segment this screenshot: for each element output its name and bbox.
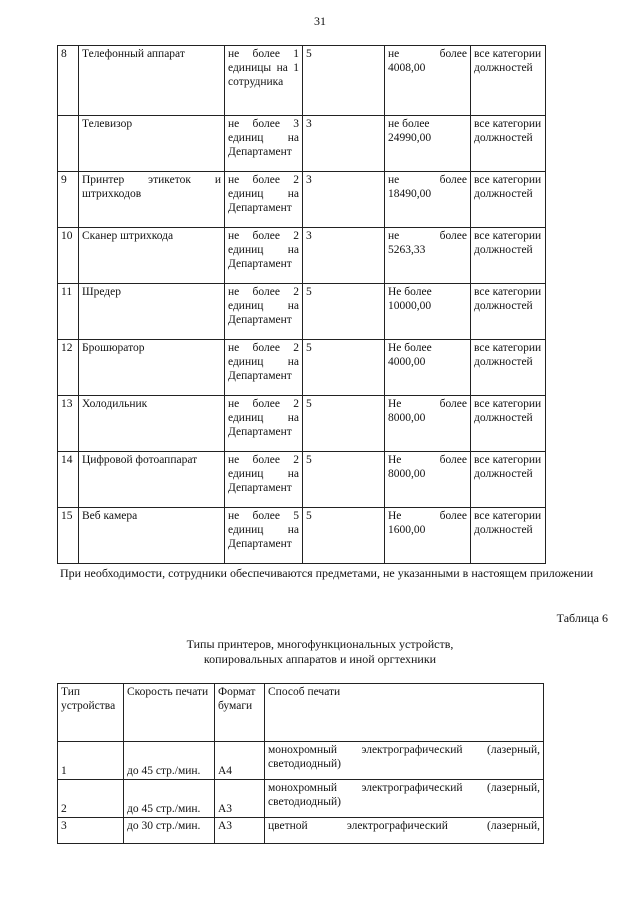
table-row bbox=[58, 116, 546, 172]
item-category: все категории должностей bbox=[471, 172, 546, 228]
device-type: 1 bbox=[58, 742, 124, 780]
item-price: Не более 8000,00 bbox=[385, 452, 471, 508]
item-category: все категории должностей bbox=[471, 46, 546, 116]
item-category: все категории должностей bbox=[471, 340, 546, 396]
table-title bbox=[0, 637, 640, 667]
print-speed: до 30 стр./мин. bbox=[124, 818, 215, 844]
item-quantity: не более 2 единиц на Департамент bbox=[225, 340, 303, 396]
paper-format: А4 bbox=[215, 742, 265, 780]
row-number: 10 bbox=[58, 228, 79, 284]
print-speed: до 45 стр./мин. bbox=[124, 742, 215, 780]
item-name: Принтер этикеток и штрихкодов bbox=[79, 172, 225, 228]
table-label: Таблица 6 bbox=[556, 611, 608, 625]
item-category: все категории должностей bbox=[471, 508, 546, 564]
item-name: Телевизор bbox=[79, 116, 225, 172]
item-name: Телефонный аппарат bbox=[79, 46, 225, 116]
header-device-type: Тип устройства bbox=[58, 684, 124, 742]
item-category: все категории должностей bbox=[471, 228, 546, 284]
header-print-method: Способ печати bbox=[265, 684, 544, 742]
row-number bbox=[58, 116, 79, 172]
table-row bbox=[58, 172, 546, 228]
table-row bbox=[58, 340, 546, 396]
print-speed: до 45 стр./мин. bbox=[124, 780, 215, 818]
item-quantity: не более 2 единиц на Департамент bbox=[225, 284, 303, 340]
table-row bbox=[58, 228, 546, 284]
row-number: 15 bbox=[58, 508, 79, 564]
item-category: все категории должностей bbox=[471, 116, 546, 172]
item-name: Сканер штрихкода bbox=[79, 228, 225, 284]
item-service-life: 5 bbox=[303, 452, 385, 508]
equipment-norms-table bbox=[57, 45, 546, 564]
row-number: 14 bbox=[58, 452, 79, 508]
item-service-life: 3 bbox=[303, 116, 385, 172]
table-header-row bbox=[58, 684, 544, 742]
item-service-life: 3 bbox=[303, 172, 385, 228]
item-service-life: 5 bbox=[303, 46, 385, 116]
table-row bbox=[58, 780, 544, 818]
item-name: Холодильник bbox=[79, 396, 225, 452]
item-quantity: не более 2 единиц на Департамент bbox=[225, 228, 303, 284]
device-type: 2 bbox=[58, 780, 124, 818]
table-row bbox=[58, 396, 546, 452]
paper-format: А3 bbox=[215, 818, 265, 844]
row-number: 11 bbox=[58, 284, 79, 340]
paper-format: А3 bbox=[215, 780, 265, 818]
row-number: 8 bbox=[58, 46, 79, 116]
table-row bbox=[58, 818, 544, 844]
table-row bbox=[58, 284, 546, 340]
item-service-life: 3 bbox=[303, 228, 385, 284]
item-service-life: 5 bbox=[303, 508, 385, 564]
item-category: все категории должностей bbox=[471, 284, 546, 340]
item-price: Не более 4000,00 bbox=[385, 340, 471, 396]
item-price: Не более 10000,00 bbox=[385, 284, 471, 340]
table-row bbox=[58, 508, 546, 564]
print-method: монохромный электрографический (лазерный, светодиодный) bbox=[265, 742, 544, 780]
item-price: не более 24990,00 bbox=[385, 116, 471, 172]
print-method: монохромный электрографический (лазерный, светодиодный) bbox=[265, 780, 544, 818]
item-quantity: не более 2 единиц на Департамент bbox=[225, 172, 303, 228]
printer-types-table bbox=[57, 683, 544, 844]
item-quantity: не более 2 единиц на Департамент bbox=[225, 396, 303, 452]
header-paper-format: Формат бумаги bbox=[215, 684, 265, 742]
table-title-line: копировальных аппаратов и иной оргтехники bbox=[203, 652, 437, 666]
row-number: 9 bbox=[58, 172, 79, 228]
item-quantity: не более 3 единиц на Департамент bbox=[225, 116, 303, 172]
item-price: не более 4008,00 bbox=[385, 46, 471, 116]
print-method: цветной электрографический (лазерный, bbox=[265, 818, 544, 844]
item-category: все категории должностей bbox=[471, 452, 546, 508]
table-row bbox=[58, 742, 544, 780]
item-quantity: не более 1 единицы на 1 сотрудника bbox=[225, 46, 303, 116]
item-service-life: 5 bbox=[303, 284, 385, 340]
item-service-life: 5 bbox=[303, 340, 385, 396]
header-print-speed: Скорость печати bbox=[124, 684, 215, 742]
table-title-line: Типы принтеров, многофункциональных устройств, bbox=[186, 637, 454, 651]
note-paragraph: При необходимости, сотрудники обеспечиваются предметами, не указанными в настоящем приложении bbox=[60, 566, 594, 580]
row-number: 12 bbox=[58, 340, 79, 396]
item-price: не более 5263,33 bbox=[385, 228, 471, 284]
row-number: 13 bbox=[58, 396, 79, 452]
item-category: все категории должностей bbox=[471, 396, 546, 452]
item-name: Цифровой фотоаппарат bbox=[79, 452, 225, 508]
item-name: Брошюратор bbox=[79, 340, 225, 396]
item-price: Не более 1600,00 bbox=[385, 508, 471, 564]
device-type: 3 bbox=[58, 818, 124, 844]
item-price: не более 18490,00 bbox=[385, 172, 471, 228]
page-number: 31 bbox=[314, 14, 326, 28]
item-service-life: 5 bbox=[303, 396, 385, 452]
item-quantity: не более 2 единиц на Департамент bbox=[225, 452, 303, 508]
table-row bbox=[58, 46, 546, 116]
item-name: Шредер bbox=[79, 284, 225, 340]
item-price: Не более 8000,00 bbox=[385, 396, 471, 452]
item-name: Веб камера bbox=[79, 508, 225, 564]
item-quantity: не более 5 единиц на Департамент bbox=[225, 508, 303, 564]
table-row bbox=[58, 452, 546, 508]
